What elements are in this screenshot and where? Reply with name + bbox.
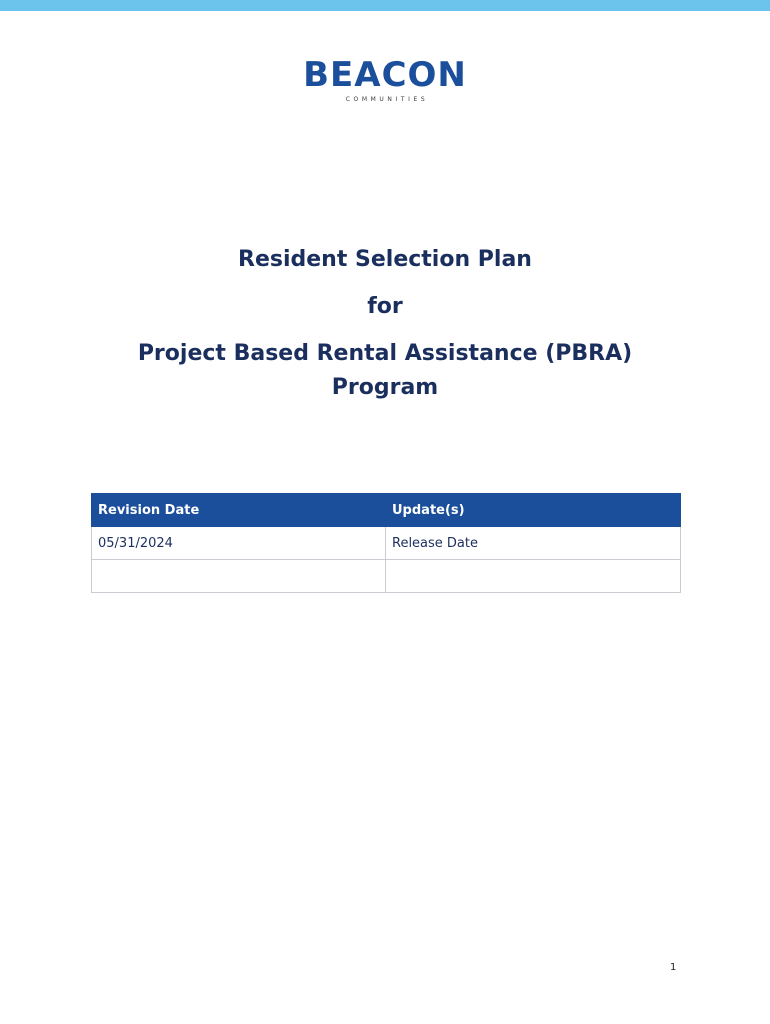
revision-table — [91, 493, 681, 593]
revision-date-cell: 05/31/2024 — [92, 527, 386, 560]
document-title-for: for — [367, 294, 403, 319]
table-header-row — [92, 494, 681, 527]
document-subtitle-cont: Program — [331, 375, 439, 400]
document-subtitle: Project Based Rental Assistance (PBRA) — [137, 341, 633, 366]
update-cell — [386, 560, 681, 593]
page-number: 1 — [670, 962, 677, 973]
revision-date-cell — [92, 560, 386, 593]
header-updates: Update(s) — [386, 494, 681, 527]
beacon-logo — [0, 56, 770, 103]
header-revision-date: Revision Date — [92, 494, 386, 527]
logo-wordmark: BEACON — [303, 55, 467, 95]
top-accent-bar — [0, 0, 770, 11]
document-title: Resident Selection Plan — [238, 247, 532, 272]
update-cell: Release Date — [386, 527, 681, 560]
logo-tagline: COMMUNITIES — [345, 96, 429, 103]
table-row — [92, 527, 681, 560]
table-row — [92, 560, 681, 593]
